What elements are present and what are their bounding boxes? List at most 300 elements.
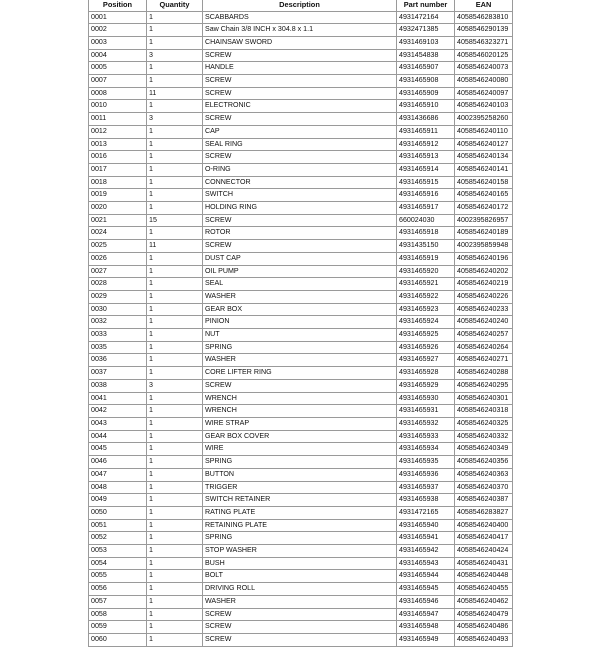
ean-cell: 4058546240202 — [455, 265, 513, 278]
ean-cell: 4058546240288 — [455, 367, 513, 380]
table-row — [89, 545, 513, 558]
table-row — [89, 392, 513, 405]
description-cell: DUST CAP — [203, 252, 397, 265]
quantity-cell: 1 — [147, 303, 203, 316]
part-number-cell: 4931465938 — [397, 494, 455, 507]
quantity-cell: 1 — [147, 354, 203, 367]
table-row — [89, 367, 513, 380]
position-cell: 0004 — [89, 49, 147, 62]
part-number-cell: 4931436686 — [397, 113, 455, 126]
quantity-cell: 1 — [147, 418, 203, 431]
part-number-cell: 4931465934 — [397, 443, 455, 456]
quantity-cell: 1 — [147, 608, 203, 621]
description-cell: CONNECTOR — [203, 176, 397, 189]
quantity-cell: 1 — [147, 392, 203, 405]
ean-cell: 4058546240226 — [455, 290, 513, 303]
part-number-cell: 4931465946 — [397, 595, 455, 608]
description-cell: TRIGGER — [203, 481, 397, 494]
ean-cell: 4058546240431 — [455, 557, 513, 570]
ean-cell: 4058546240103 — [455, 100, 513, 113]
position-cell: 0057 — [89, 595, 147, 608]
ean-cell: 4058546240493 — [455, 633, 513, 646]
position-cell: 0055 — [89, 570, 147, 583]
quantity-cell: 1 — [147, 621, 203, 634]
table-row — [89, 621, 513, 634]
quantity-cell: 1 — [147, 456, 203, 469]
part-number-cell: 4931465948 — [397, 621, 455, 634]
table-row — [89, 11, 513, 24]
table-row — [89, 468, 513, 481]
position-cell: 0054 — [89, 557, 147, 570]
position-cell: 0060 — [89, 633, 147, 646]
ean-cell: 4058546240189 — [455, 227, 513, 240]
quantity-cell: 1 — [147, 176, 203, 189]
table-row — [89, 430, 513, 443]
quantity-cell: 1 — [147, 227, 203, 240]
part-number-cell: 4931465927 — [397, 354, 455, 367]
ean-cell: 4058546240158 — [455, 176, 513, 189]
position-cell: 0025 — [89, 240, 147, 253]
ean-cell: 4058546240295 — [455, 379, 513, 392]
ean-cell: 4058546240455 — [455, 583, 513, 596]
description-cell: SCREW — [203, 87, 397, 100]
ean-cell: 4058546283810 — [455, 11, 513, 24]
ean-cell: 4058546240264 — [455, 341, 513, 354]
description-cell: STOP WASHER — [203, 545, 397, 558]
table-row — [89, 125, 513, 138]
part-number-cell: 4931465926 — [397, 341, 455, 354]
table-body — [89, 11, 513, 646]
quantity-cell: 1 — [147, 545, 203, 558]
table-row — [89, 506, 513, 519]
part-number-cell: 4931465929 — [397, 379, 455, 392]
table-row — [89, 532, 513, 545]
position-cell: 0019 — [89, 189, 147, 202]
table-row — [89, 341, 513, 354]
ean-cell: 4058546240387 — [455, 494, 513, 507]
table-row — [89, 290, 513, 303]
description-cell: WASHER — [203, 354, 397, 367]
quantity-cell: 1 — [147, 100, 203, 113]
table-row — [89, 75, 513, 88]
table-row — [89, 265, 513, 278]
position-cell: 0027 — [89, 265, 147, 278]
position-cell: 0032 — [89, 316, 147, 329]
position-cell: 0035 — [89, 341, 147, 354]
quantity-cell: 1 — [147, 329, 203, 342]
quantity-cell: 15 — [147, 214, 203, 227]
position-cell: 0013 — [89, 138, 147, 151]
description-cell: SCREW — [203, 49, 397, 62]
quantity-cell: 1 — [147, 125, 203, 138]
description-cell: WRENCH — [203, 405, 397, 418]
part-number-cell: 4931465931 — [397, 405, 455, 418]
quantity-cell: 1 — [147, 519, 203, 532]
quantity-cell: 1 — [147, 405, 203, 418]
part-number-cell: 4931454838 — [397, 49, 455, 62]
position-cell: 0037 — [89, 367, 147, 380]
ean-cell: 4002395859948 — [455, 240, 513, 253]
ean-cell: 4058546240134 — [455, 151, 513, 164]
position-cell: 0020 — [89, 202, 147, 215]
quantity-cell: 3 — [147, 379, 203, 392]
part-number-cell: 4931435150 — [397, 240, 455, 253]
ean-cell: 4058546240097 — [455, 87, 513, 100]
part-number-cell: 4931472165 — [397, 506, 455, 519]
description-cell: Saw Chain 3/8 INCH x 304.8 x 1.1 — [203, 24, 397, 37]
ean-cell: 4058546240363 — [455, 468, 513, 481]
part-number-cell: 4931472164 — [397, 11, 455, 24]
ean-cell: 4002395258260 — [455, 113, 513, 126]
ean-cell: 4058546240462 — [455, 595, 513, 608]
position-cell: 0036 — [89, 354, 147, 367]
part-number-cell: 4931465944 — [397, 570, 455, 583]
position-cell: 0010 — [89, 100, 147, 113]
quantity-cell: 1 — [147, 583, 203, 596]
table-row — [89, 379, 513, 392]
description-cell: SCREW — [203, 151, 397, 164]
ean-cell: 4058546240301 — [455, 392, 513, 405]
part-number-cell: 4931465912 — [397, 138, 455, 151]
part-number-cell: 4931465916 — [397, 189, 455, 202]
part-number-cell: 4931465923 — [397, 303, 455, 316]
part-number-cell: 4931465937 — [397, 481, 455, 494]
ean-cell: 4058546240073 — [455, 62, 513, 75]
part-number-cell: 660024030 — [397, 214, 455, 227]
part-number-cell: 4931465917 — [397, 202, 455, 215]
description-cell: PINION — [203, 316, 397, 329]
quantity-cell: 1 — [147, 75, 203, 88]
position-cell: 0008 — [89, 87, 147, 100]
quantity-cell: 1 — [147, 151, 203, 164]
position-cell: 0053 — [89, 545, 147, 558]
position-cell: 0024 — [89, 227, 147, 240]
table-row — [89, 202, 513, 215]
ean-cell: 4058546240332 — [455, 430, 513, 443]
description-cell: SCREW — [203, 633, 397, 646]
ean-cell: 4058546240240 — [455, 316, 513, 329]
position-cell: 0028 — [89, 278, 147, 291]
part-number-cell: 4931465928 — [397, 367, 455, 380]
position-cell: 0026 — [89, 252, 147, 265]
quantity-cell: 1 — [147, 341, 203, 354]
quantity-cell: 1 — [147, 367, 203, 380]
description-cell: GEAR BOX COVER — [203, 430, 397, 443]
ean-cell: 4058546283827 — [455, 506, 513, 519]
description-cell: SPRING — [203, 532, 397, 545]
position-cell: 0007 — [89, 75, 147, 88]
table-row — [89, 176, 513, 189]
part-number-cell: 4931469103 — [397, 36, 455, 49]
quantity-cell: 1 — [147, 494, 203, 507]
ean-cell: 4058546240110 — [455, 125, 513, 138]
position-cell: 0018 — [89, 176, 147, 189]
part-number-cell: 4931465911 — [397, 125, 455, 138]
description-cell: GEAR BOX — [203, 303, 397, 316]
quantity-cell: 1 — [147, 11, 203, 24]
ean-cell: 4058546240349 — [455, 443, 513, 456]
quantity-cell: 3 — [147, 49, 203, 62]
description-cell: SCREW — [203, 214, 397, 227]
part-number-cell: 4932471385 — [397, 24, 455, 37]
table-row — [89, 62, 513, 75]
ean-cell: 4058546240486 — [455, 621, 513, 634]
position-cell: 0033 — [89, 329, 147, 342]
table-row — [89, 583, 513, 596]
description-cell: SCREW — [203, 113, 397, 126]
description-cell: SPRING — [203, 341, 397, 354]
description-cell: SCREW — [203, 621, 397, 634]
position-cell: 0001 — [89, 11, 147, 24]
position-cell: 0049 — [89, 494, 147, 507]
description-cell: ELECTRONIC — [203, 100, 397, 113]
description-cell: SCREW — [203, 379, 397, 392]
quantity-cell: 1 — [147, 265, 203, 278]
part-number-header: Part number — [397, 0, 455, 11]
position-cell: 0051 — [89, 519, 147, 532]
description-cell: BUTTON — [203, 468, 397, 481]
position-cell: 0050 — [89, 506, 147, 519]
position-cell: 0058 — [89, 608, 147, 621]
part-number-cell: 4931465918 — [397, 227, 455, 240]
position-cell: 0038 — [89, 379, 147, 392]
quantity-cell: 11 — [147, 240, 203, 253]
position-cell: 0056 — [89, 583, 147, 596]
quantity-cell: 1 — [147, 532, 203, 545]
table-row — [89, 252, 513, 265]
description-cell: SPRING — [203, 456, 397, 469]
part-number-cell: 4931465908 — [397, 75, 455, 88]
description-header: Description — [203, 0, 397, 11]
part-number-cell: 4931465913 — [397, 151, 455, 164]
position-cell: 0046 — [89, 456, 147, 469]
description-cell: WRENCH — [203, 392, 397, 405]
part-number-cell: 4931465925 — [397, 329, 455, 342]
description-cell: SWITCH RETAINER — [203, 494, 397, 507]
description-cell: O-RING — [203, 163, 397, 176]
description-cell: SWITCH — [203, 189, 397, 202]
position-cell: 0021 — [89, 214, 147, 227]
description-cell: CORE LIFTER RING — [203, 367, 397, 380]
part-number-cell: 4931465907 — [397, 62, 455, 75]
description-cell: NUT — [203, 329, 397, 342]
description-cell: SCREW — [203, 75, 397, 88]
ean-cell: 4058546290139 — [455, 24, 513, 37]
description-cell: CHAINSAW SWORD — [203, 36, 397, 49]
header-row — [89, 0, 513, 11]
description-cell: ROTOR — [203, 227, 397, 240]
table-row — [89, 189, 513, 202]
table-row — [89, 481, 513, 494]
table-row — [89, 633, 513, 646]
position-cell: 0045 — [89, 443, 147, 456]
ean-cell: 4058546240196 — [455, 252, 513, 265]
description-cell: HANDLE — [203, 62, 397, 75]
part-number-cell: 4931465921 — [397, 278, 455, 291]
ean-header: EAN — [455, 0, 513, 11]
ean-cell: 4058546240080 — [455, 75, 513, 88]
quantity-cell: 1 — [147, 570, 203, 583]
part-number-cell: 4931465920 — [397, 265, 455, 278]
ean-cell: 4058546240219 — [455, 278, 513, 291]
table-row — [89, 151, 513, 164]
part-number-cell: 4931465932 — [397, 418, 455, 431]
description-cell: CAP — [203, 125, 397, 138]
description-cell: SCREW — [203, 240, 397, 253]
parts-list-sheet — [88, 0, 512, 647]
table-row — [89, 557, 513, 570]
quantity-cell: 1 — [147, 36, 203, 49]
table-header — [89, 0, 513, 11]
ean-cell: 4058546240257 — [455, 329, 513, 342]
quantity-cell: 1 — [147, 62, 203, 75]
position-cell: 0005 — [89, 62, 147, 75]
quantity-cell: 1 — [147, 189, 203, 202]
quantity-cell: 3 — [147, 113, 203, 126]
table-row — [89, 240, 513, 253]
description-cell: WIRE STRAP — [203, 418, 397, 431]
description-cell: SEAL RING — [203, 138, 397, 151]
table-row — [89, 418, 513, 431]
ean-cell: 4002395826957 — [455, 214, 513, 227]
part-number-cell: 4931465949 — [397, 633, 455, 646]
position-cell: 0003 — [89, 36, 147, 49]
quantity-cell: 1 — [147, 252, 203, 265]
table-row — [89, 608, 513, 621]
quantity-cell: 1 — [147, 595, 203, 608]
quantity-cell: 1 — [147, 557, 203, 570]
ean-cell: 4058546240325 — [455, 418, 513, 431]
ean-cell: 4058546240448 — [455, 570, 513, 583]
position-header: Position — [89, 0, 147, 11]
position-cell: 0029 — [89, 290, 147, 303]
quantity-cell: 1 — [147, 316, 203, 329]
position-cell: 0017 — [89, 163, 147, 176]
table-row — [89, 443, 513, 456]
quantity-cell: 1 — [147, 468, 203, 481]
part-number-cell: 4931465935 — [397, 456, 455, 469]
ean-cell: 4058546240165 — [455, 189, 513, 202]
quantity-cell: 1 — [147, 290, 203, 303]
ean-cell: 4058546240424 — [455, 545, 513, 558]
position-cell: 0052 — [89, 532, 147, 545]
quantity-cell: 1 — [147, 202, 203, 215]
part-number-cell: 4931465933 — [397, 430, 455, 443]
table-row — [89, 316, 513, 329]
table-row — [89, 36, 513, 49]
description-cell: SEAL — [203, 278, 397, 291]
ean-cell: 4058546240141 — [455, 163, 513, 176]
quantity-cell: 1 — [147, 443, 203, 456]
part-number-cell: 4931465945 — [397, 583, 455, 596]
part-number-cell: 4931465943 — [397, 557, 455, 570]
quantity-cell: 11 — [147, 87, 203, 100]
table-row — [89, 49, 513, 62]
position-cell: 0043 — [89, 418, 147, 431]
part-number-cell: 4931465910 — [397, 100, 455, 113]
position-cell: 0030 — [89, 303, 147, 316]
position-cell: 0002 — [89, 24, 147, 37]
ean-cell: 4058546240271 — [455, 354, 513, 367]
position-cell: 0044 — [89, 430, 147, 443]
quantity-cell: 1 — [147, 506, 203, 519]
description-cell: WASHER — [203, 595, 397, 608]
description-cell: HOLDING RING — [203, 202, 397, 215]
description-cell: SCREW — [203, 608, 397, 621]
ean-cell: 4058546240233 — [455, 303, 513, 316]
description-cell: BOLT — [203, 570, 397, 583]
table-row — [89, 405, 513, 418]
description-cell: RATING PLATE — [203, 506, 397, 519]
position-cell: 0016 — [89, 151, 147, 164]
table-row — [89, 456, 513, 469]
table-row — [89, 570, 513, 583]
description-cell: WIRE — [203, 443, 397, 456]
table-row — [89, 595, 513, 608]
table-row — [89, 227, 513, 240]
table-row — [89, 24, 513, 37]
ean-cell: 4058546020125 — [455, 49, 513, 62]
ean-cell: 4058546240356 — [455, 456, 513, 469]
part-number-cell: 4931465924 — [397, 316, 455, 329]
table-row — [89, 278, 513, 291]
position-cell: 0012 — [89, 125, 147, 138]
position-cell: 0011 — [89, 113, 147, 126]
table-row — [89, 303, 513, 316]
parts-table — [88, 0, 513, 647]
ean-cell: 4058546240370 — [455, 481, 513, 494]
description-cell: RETAINING PLATE — [203, 519, 397, 532]
ean-cell: 4058546240172 — [455, 202, 513, 215]
description-cell: DRIVING ROLL — [203, 583, 397, 596]
table-row — [89, 100, 513, 113]
table-row — [89, 138, 513, 151]
position-cell: 0048 — [89, 481, 147, 494]
table-row — [89, 163, 513, 176]
part-number-cell: 4931465922 — [397, 290, 455, 303]
ean-cell: 4058546240400 — [455, 519, 513, 532]
quantity-cell: 1 — [147, 138, 203, 151]
ean-cell: 4058546240417 — [455, 532, 513, 545]
table-row — [89, 354, 513, 367]
table-row — [89, 113, 513, 126]
position-cell: 0042 — [89, 405, 147, 418]
position-cell: 0041 — [89, 392, 147, 405]
table-row — [89, 214, 513, 227]
part-number-cell: 4931465909 — [397, 87, 455, 100]
quantity-cell: 1 — [147, 430, 203, 443]
quantity-cell: 1 — [147, 633, 203, 646]
part-number-cell: 4931465914 — [397, 163, 455, 176]
ean-cell: 4058546240318 — [455, 405, 513, 418]
table-row — [89, 494, 513, 507]
ean-cell: 4058546240127 — [455, 138, 513, 151]
part-number-cell: 4931465940 — [397, 519, 455, 532]
quantity-cell: 1 — [147, 278, 203, 291]
description-cell: BUSH — [203, 557, 397, 570]
part-number-cell: 4931465941 — [397, 532, 455, 545]
ean-cell: 4058546323271 — [455, 36, 513, 49]
table-row — [89, 519, 513, 532]
description-cell: SCABBARDS — [203, 11, 397, 24]
part-number-cell: 4931465947 — [397, 608, 455, 621]
part-number-cell: 4931465936 — [397, 468, 455, 481]
quantity-cell: 1 — [147, 163, 203, 176]
part-number-cell: 4931465915 — [397, 176, 455, 189]
position-cell: 0059 — [89, 621, 147, 634]
description-cell: WASHER — [203, 290, 397, 303]
part-number-cell: 4931465919 — [397, 252, 455, 265]
